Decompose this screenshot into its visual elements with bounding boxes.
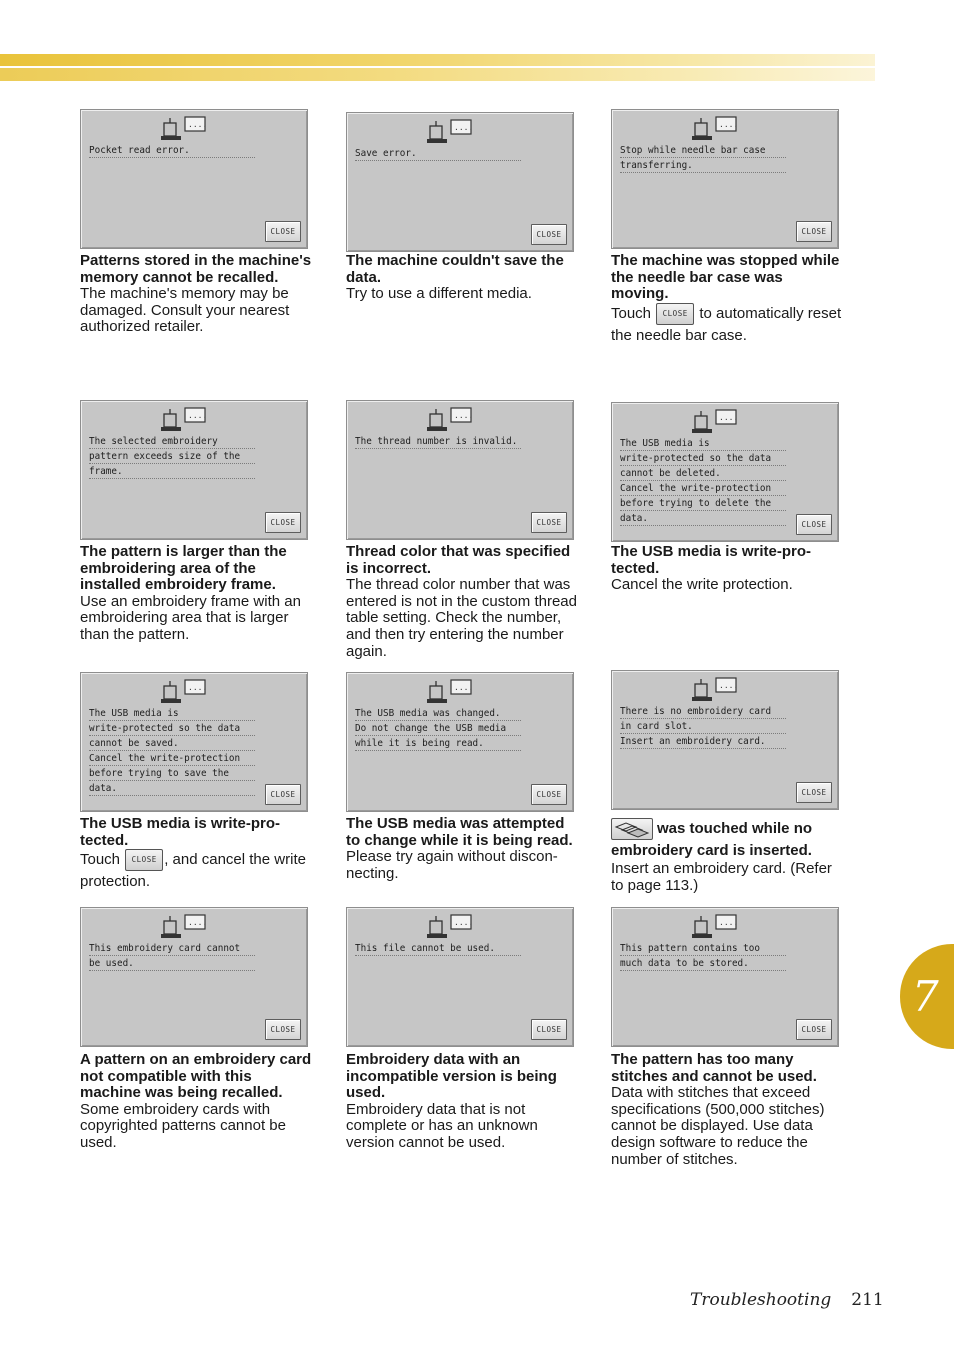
close-button[interactable]: CLOSE — [796, 1019, 832, 1040]
header-band-bottom — [0, 68, 875, 81]
sewing-machine-icon — [161, 407, 207, 433]
sewing-machine-icon — [161, 914, 207, 940]
svg-text:....: .... — [188, 411, 207, 420]
caption — [346, 544, 578, 660]
lcd-screen — [80, 109, 308, 249]
close-button[interactable]: CLOSE — [796, 221, 832, 242]
sewing-machine-icon — [427, 679, 473, 705]
caption-title: was touched while no embroidery card is inserted. — [611, 820, 813, 860]
caption-title: The USB media is write-pro-tected. — [611, 543, 812, 577]
svg-text:....: .... — [719, 918, 738, 927]
caption-body: Data with stitches that exceed specifications (500,000 stitches) cannot be displayed. Use data design software to reduce the number of stitches. — [611, 1084, 825, 1168]
caption — [80, 544, 312, 644]
caption-title: The pattern has too many stitches and cannot be used. — [611, 1051, 817, 1085]
lcd-screen — [346, 400, 574, 540]
section-name: Troubleshooting — [690, 1290, 832, 1310]
lcd-screen — [80, 672, 308, 812]
lcd-screen — [611, 907, 839, 1047]
error-message: The USB media is write-protected so the data cannot be saved. Cancel the write-protection before trying to save the data. — [89, 707, 257, 797]
page-number: 211 — [851, 1290, 884, 1310]
caption-body: Please try again without discon-necting. — [346, 848, 558, 882]
close-button[interactable]: CLOSE — [796, 514, 832, 535]
caption-body: Insert an embroidery card. (Refer to page 113.) — [611, 860, 832, 894]
svg-text:....: .... — [454, 123, 473, 132]
error-message: Stop while needle bar case transferring. — [620, 144, 788, 174]
caption — [80, 253, 312, 336]
close-button[interactable]: CLOSE — [531, 224, 567, 245]
close-button[interactable]: CLOSE — [531, 784, 567, 805]
svg-text:....: .... — [454, 411, 473, 420]
caption-body: Some embroidery cards with copyrighted patterns cannot be used. — [80, 1100, 286, 1151]
embroidery-card-key-image — [611, 818, 653, 840]
lcd-screen — [611, 402, 839, 542]
close-button[interactable]: CLOSE — [265, 221, 301, 242]
caption-title: Patterns stored in the machine's memory cannot be recalled. — [80, 252, 312, 286]
caption — [611, 1052, 843, 1168]
sewing-machine-icon — [427, 407, 473, 433]
error-message: The selected embroidery pattern exceeds size of the frame. — [89, 435, 257, 480]
lcd-screen — [80, 400, 308, 540]
close-button[interactable]: CLOSE — [531, 512, 567, 533]
lcd-screen — [346, 112, 574, 252]
error-message: Save error. — [355, 147, 523, 162]
error-message: This file cannot be used. — [355, 942, 523, 957]
lcd-screen — [611, 109, 839, 249]
caption — [611, 544, 843, 594]
caption-title: Thread color that was specified is incorrect. — [346, 543, 571, 577]
caption — [611, 818, 843, 894]
caption-body: The thread color number that was entered is not in the custom thread table setting. Check the number, and then try entering the number again. — [346, 576, 577, 660]
error-message: There is no embroidery card in card slot. Insert an embroidery card. — [620, 705, 788, 750]
sewing-machine-icon — [427, 914, 473, 940]
sewing-machine-icon — [692, 677, 738, 703]
caption-title: Embroidery data with an incompatible version is being used. — [346, 1051, 557, 1102]
error-message: This embroidery card cannot be used. — [89, 942, 257, 972]
caption-body: Cancel the write protection. — [611, 576, 793, 594]
error-message: Pocket read error. — [89, 144, 257, 159]
svg-text:....: .... — [188, 683, 207, 692]
sewing-machine-icon — [161, 679, 207, 705]
caption — [346, 1052, 578, 1152]
svg-text:....: .... — [188, 120, 207, 129]
lcd-screen — [346, 907, 574, 1047]
close-key-image: CLOSE — [656, 303, 694, 325]
close-button[interactable]: CLOSE — [265, 512, 301, 533]
sewing-machine-icon — [692, 409, 738, 435]
lcd-screen — [80, 907, 308, 1047]
caption — [346, 253, 578, 303]
caption-body: Use an embroidery frame with an embroidering area that is larger than the pattern. — [80, 592, 301, 643]
caption-title: A pattern on an embroidery card not compatible with this machine was being recalled. — [80, 1051, 312, 1102]
caption-body: Touch CLOSE , and cancel the write protection. — [80, 851, 306, 891]
page-footer — [690, 1290, 884, 1310]
embroidery-card-icon — [612, 819, 652, 839]
caption-title: The machine couldn't save the data. — [346, 252, 564, 286]
sewing-machine-icon — [161, 116, 207, 142]
close-button[interactable]: CLOSE — [796, 782, 832, 803]
caption-title: The USB media is write-pro-tected. — [80, 815, 281, 849]
svg-text:....: .... — [454, 683, 473, 692]
svg-text:....: .... — [719, 681, 738, 690]
close-button[interactable]: CLOSE — [265, 1019, 301, 1040]
close-key-image: CLOSE — [125, 849, 163, 871]
caption-title: The USB media was attempted to change while it is being read. — [346, 815, 573, 849]
lcd-screen — [611, 670, 839, 810]
caption — [80, 816, 312, 892]
caption — [80, 1052, 312, 1152]
close-button[interactable]: CLOSE — [265, 784, 301, 805]
caption-body: Try to use a different media. — [346, 285, 532, 303]
close-button[interactable]: CLOSE — [531, 1019, 567, 1040]
svg-text:....: .... — [719, 120, 738, 129]
caption-body: Touch CLOSE to automatically reset the needle bar case. — [611, 304, 842, 344]
caption-title: The machine was stopped while the needle bar case was moving. — [611, 252, 840, 303]
caption — [346, 816, 578, 882]
error-message: The USB media is write-protected so the data cannot be deleted. Cancel the write-protection before trying to delete the data. — [620, 437, 788, 527]
error-message: The thread number is invalid. — [355, 435, 523, 450]
lcd-screen — [346, 672, 574, 812]
header-band-top — [0, 54, 875, 66]
svg-text:....: .... — [719, 413, 738, 422]
sewing-machine-icon — [692, 116, 738, 142]
error-message: This pattern contains too much data to be stored. — [620, 942, 788, 972]
caption — [611, 253, 843, 346]
caption-body: Embroidery data that is not complete or has an unknown version cannot be used. — [346, 1100, 538, 1151]
svg-text:....: .... — [454, 918, 473, 927]
error-message: The USB media was changed. Do not change the USB media while it is being read. — [355, 707, 523, 752]
chapter-number: 7 — [912, 972, 939, 1021]
sewing-machine-icon — [692, 914, 738, 940]
caption-body: The machine's memory may be damaged. Consult your nearest authorized retailer. — [80, 285, 290, 336]
caption-title: The pattern is larger than the embroidering area of the installed embroidery frame. — [80, 543, 287, 594]
sewing-machine-icon — [427, 119, 473, 145]
svg-text:....: .... — [188, 918, 207, 927]
